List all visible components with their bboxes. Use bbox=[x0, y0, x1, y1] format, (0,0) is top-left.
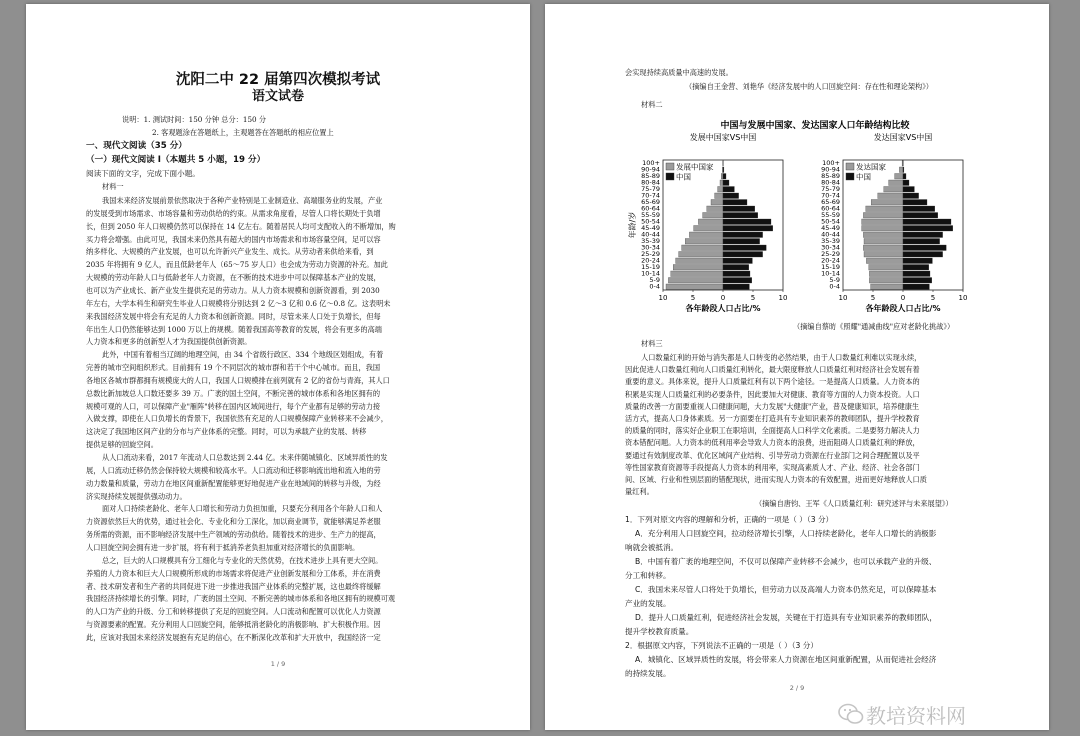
age-tick-label: 45-49 bbox=[821, 223, 840, 232]
body-line: 积累是实现人口质量红利的必要条件，因此要加大对健康、教育等方面的人力资本投资。人口 bbox=[625, 389, 920, 399]
bar-right-0-4 bbox=[903, 284, 929, 290]
x-tick-label: 5 bbox=[930, 294, 936, 302]
section-heading: 一、现代文阅读（35 分） bbox=[86, 141, 187, 151]
body-line: 完善的城市空间组织形式。目前拥有 19 个不同层次的城市群和若干个中心城市。而且，我国 bbox=[86, 363, 381, 373]
exam-title: 沈阳二中 22 届第四次模拟考试 bbox=[175, 72, 381, 88]
material-2-label: 材料二 bbox=[641, 100, 663, 109]
legend-swatch bbox=[846, 163, 854, 170]
bar-left-55-59 bbox=[703, 213, 723, 219]
bar-right-80-84 bbox=[903, 180, 909, 186]
bar-right-10-14 bbox=[723, 271, 750, 277]
q1-option-b-cont: 分工和转移。 bbox=[625, 571, 671, 580]
bar-right-85-89 bbox=[723, 174, 726, 180]
info-line-2: 2. 客观题涂在答题纸上，主观题答在答题纸的相应位置上 bbox=[152, 128, 334, 137]
bar-right-80-84 bbox=[723, 180, 729, 186]
age-tick-label: 0-4 bbox=[829, 282, 840, 291]
bar-right-55-59 bbox=[903, 213, 938, 219]
age-tick-label: 90-94 bbox=[821, 165, 840, 174]
bar-left-80-84 bbox=[889, 180, 903, 186]
bar-right-25-29 bbox=[903, 252, 943, 258]
bar-left-75-79 bbox=[718, 187, 723, 193]
body-line: 量红利。 bbox=[625, 487, 654, 497]
bar-left-70-74 bbox=[715, 193, 723, 199]
body-line: 从人口流动来看，2017 年流动人口总数达到 2.44 亿。未来伴随城镇化、区域异质性的发 bbox=[102, 453, 388, 462]
age-tick-label: 100+ bbox=[822, 158, 840, 167]
bar-right-90-94 bbox=[723, 167, 724, 173]
age-tick-label: 60-64 bbox=[641, 204, 660, 213]
body-line: 等性国家教育资源等手段提高人力资本的利用率，实现高素质人才、产业、经济、社会各部门 bbox=[625, 462, 920, 472]
age-tick-label: 35-39 bbox=[821, 236, 840, 245]
bar-left-35-39 bbox=[864, 239, 903, 245]
age-tick-label: 20-24 bbox=[641, 256, 660, 265]
bar-left-45-49 bbox=[694, 226, 723, 232]
body-line: 面对人口持续老龄化、老年人口增长和劳动力负担加重，只要充分利用各个年龄人口和人 bbox=[102, 504, 383, 514]
legend-label: 发达国家 bbox=[856, 162, 886, 172]
age-tick-label: 15-19 bbox=[641, 262, 660, 271]
x-axis-label: 各年龄段人口占比/% bbox=[685, 304, 761, 313]
body-line: 规模可观的人口，可以保障产业"雁阵"转移在国内区域间进行，每个产业都有足够的劳动力接 bbox=[86, 401, 381, 411]
bar-left-25-29 bbox=[679, 252, 723, 258]
q2-option-a: A．城镇化、区域异质性的发展，将会带来人力资源在地区间重新配置，从而促进社会经济 bbox=[635, 655, 937, 664]
body-line: 此，应该对我国未来经济发展抱有充足的信心，在不断深化改革和扩大开放中，我国经济一定 bbox=[86, 632, 381, 642]
material-1-source: （摘编自王金营、刘艳华《经济发展中的人口回旋空间：存在性和理论架构》） bbox=[685, 82, 933, 91]
bar-left-85-89 bbox=[895, 174, 903, 180]
body-line: 间、区域、行业和性别层面的错配现状，进而实现人力资本的有效配置，进而更好地释放人口质 bbox=[625, 475, 927, 484]
body-line: 的人口为产业的升级、分工和转移提供了充足的回旋空间。人口流动和配置可以优化人力资源 bbox=[86, 607, 381, 617]
bar-left-80-84 bbox=[720, 180, 723, 186]
body-line: 总之，巨大的人口规模具有分工细化与专业化的天然优势，在技术进步上具有更大空间。 bbox=[102, 555, 383, 565]
body-line: 力资源依然巨大的优势，通过社会化、专业化和分工深化，加以商业调节，就能够满足养老服 bbox=[86, 517, 381, 527]
age-tick-label: 65-69 bbox=[641, 197, 660, 206]
watermark-text: 教培资料网 bbox=[866, 704, 966, 728]
bar-left-65-69 bbox=[871, 200, 903, 206]
body-line: 总数比新加坡总人口数还要多 39 万。广袤的国土空间，不断完善的城市体系和各地区拥有的 bbox=[86, 388, 381, 398]
age-tick-label: 55-59 bbox=[821, 210, 840, 219]
question-2: 2．根据原文内容，下列说法不正确的一项是（ ）（3 分） bbox=[625, 641, 818, 650]
x-tick-label: 5 bbox=[690, 294, 696, 302]
bar-right-45-49 bbox=[903, 226, 953, 232]
chart-title: 中国与发展中国家、发达国家人口年龄结构比较 bbox=[720, 121, 910, 131]
bar-left-15-19 bbox=[673, 265, 723, 271]
body-line: 人口回旋空间会拥有进一步扩展，将有利于抵消养老负担加重对经济增长的负面影响。 bbox=[86, 542, 360, 552]
x-tick-label: 10 bbox=[778, 294, 788, 302]
body-line: 资本错配问题。人力资本的低利用率会导致人力资本的浪费，进而阻碍人口质量红利的释放， bbox=[625, 438, 920, 448]
age-tick-label: 40-44 bbox=[641, 230, 660, 239]
bar-right-20-24 bbox=[723, 258, 752, 264]
pyramid-developing-vs-china bbox=[627, 132, 787, 313]
body-line: 此外，中国有着相当辽阔的地理空间，由 34 个省级行政区、334 个地级区划组成，有着 bbox=[102, 350, 384, 360]
age-tick-label: 5-9 bbox=[649, 275, 660, 284]
bar-right-40-44 bbox=[903, 232, 943, 238]
legend-label: 中国 bbox=[856, 172, 871, 182]
age-tick-label: 40-44 bbox=[821, 230, 840, 239]
x-axis-label: 各年龄段人口占比/% bbox=[865, 304, 941, 313]
exam-subtitle: 语文试卷 bbox=[251, 89, 304, 104]
q1-option-a: A．充分利用人口回旋空间，拉动经济增长引擎，人口持续老龄化，老年人口增长的消极影 bbox=[635, 529, 937, 538]
body-line: 务所需的资源，而不影响经济发展中生产领域的劳动供给。随着技术的进步、生产力的提高， bbox=[86, 530, 381, 540]
q1-option-d-cont: 提升学校教育质量。 bbox=[625, 627, 694, 636]
age-tick-label: 25-29 bbox=[641, 249, 660, 258]
age-tick-label: 60-64 bbox=[821, 204, 840, 213]
body-line: 的发展受到市场需求、市场容量和劳动供给的约束。从需求角度看，尽管人口将长期处于负增 bbox=[86, 208, 381, 218]
bar-left-20-24 bbox=[866, 258, 903, 264]
x-tick-label: 5 bbox=[870, 294, 876, 302]
x-tick-label: 10 bbox=[658, 294, 668, 302]
x-tick-label: 10 bbox=[958, 294, 968, 302]
bar-left-25-29 bbox=[864, 252, 903, 258]
body-line: 人口数量红利的开始与消失都是人口转变的必然结果，由于人口数量红利难以实现永续， bbox=[641, 353, 922, 362]
body-line: 纳多样化、大规模的产业发展，也可以允许新兴产业发生、成长。从劳动者来供给来看，到 bbox=[86, 247, 374, 257]
bar-right-20-24 bbox=[903, 258, 932, 264]
age-tick-label: 80-84 bbox=[821, 178, 840, 187]
body-line: 2035 年将拥有 9 亿人，而且低龄老年人（65～75 岁人口）也会成为劳动力资源的补充。加此 bbox=[86, 260, 388, 270]
pyramid-developed-vs-china bbox=[821, 132, 967, 313]
bar-left-75-79 bbox=[884, 187, 903, 193]
body-line: 展，人口流动迁移仍然会保持较大规模和较高水平。人口流动和迁移影响流出地和流入地的劳 bbox=[86, 465, 381, 475]
age-tick-label: 75-79 bbox=[641, 184, 660, 193]
body-line: 活方式，提高人口身体素质。另一方面要在打造具有专业知识素养的教师团队，提升学校教育 bbox=[625, 414, 920, 423]
body-line: 来我国经济发展中将会有充足的人力资本和创新资源。同时，尽管未来人口处于负增长，但每 bbox=[86, 311, 381, 321]
document-page-1 bbox=[26, 4, 530, 730]
bar-right-40-44 bbox=[723, 232, 763, 238]
body-line: 年左右，大学本科生和研究生毕业人口规模将分别达到 2 亿～3 亿和 0.6 亿～0.8 亿。这表明未 bbox=[86, 298, 391, 308]
pyramid-title: 发达国家VS中国 bbox=[873, 133, 933, 142]
body-line: 养殖的人力资本和巨大人口规模所形成的市场需求将促进产业创新发展和分工体系，并在消费 bbox=[86, 568, 381, 578]
legend-swatch bbox=[666, 163, 674, 170]
q1-option-c: C．我国未来尽管人口将处于负增长，但劳动力以及高端人力资本仍然充足，可以保障基本 bbox=[635, 585, 937, 594]
q1-option-a-cont: 响就会被抵消。 bbox=[625, 543, 679, 552]
bar-left-35-39 bbox=[685, 239, 723, 245]
age-tick-label: 5-9 bbox=[829, 275, 840, 284]
bar-right-45-49 bbox=[723, 226, 773, 232]
body-line: 年出生人口仍然能够达到 1000 万以上的规模。随着我国高等教育的发展，将会有更多的高端 bbox=[86, 324, 382, 334]
body-line: 大规模的劳动年龄人口与低龄老年人力资源，在不断的技术进步中可以保障基本产业的发展， bbox=[86, 273, 381, 283]
age-tick-label: 35-39 bbox=[641, 236, 660, 245]
age-tick-label: 70-74 bbox=[821, 191, 840, 200]
body-line: 入做支撑，即使在人口负增长的背景下，我国依然有充足的人口规模保障产业转移来不会减少， bbox=[86, 414, 388, 424]
x-tick-label: 10 bbox=[838, 294, 848, 302]
bar-right-65-69 bbox=[903, 200, 927, 206]
bar-right-90-94 bbox=[903, 167, 904, 173]
body-line: 也可以为产业成长、新产业发生提供充足的劳动力。从人力资本规模和创新资源看，到 2030 bbox=[86, 285, 380, 295]
age-tick-label: 80-84 bbox=[641, 178, 660, 187]
body-line: 买力将会增强。由此可见，我国未来仍然具有超大的国内市场需求和市场容量空间，足可以容 bbox=[86, 234, 381, 244]
material-3-label: 材料三 bbox=[641, 339, 663, 348]
bar-right-60-64 bbox=[723, 206, 755, 212]
legend-label: 发展中国家 bbox=[676, 162, 714, 172]
legend-swatch bbox=[846, 173, 854, 180]
bar-right-70-74 bbox=[903, 193, 919, 199]
q1-option-b: B．中国有着广袤的地理空间，不仅可以保障产业转移不会减少，也可以承载产业的升级、 bbox=[635, 557, 937, 566]
bar-right-5-9 bbox=[723, 278, 752, 284]
material-2-source: （摘编自蔡昉《照耀"通减曲线"应对老龄化挑战》） bbox=[793, 322, 955, 331]
age-tick-label: 75-79 bbox=[821, 184, 840, 193]
bar-left-10-14 bbox=[869, 271, 903, 277]
page-number: 2 / 9 bbox=[789, 684, 805, 692]
bar-right-85-89 bbox=[903, 174, 906, 180]
age-tick-label: 30-34 bbox=[821, 243, 840, 252]
population-pyramid-chart bbox=[625, 116, 1005, 316]
body-line: 因此促进人口数量红利向人口质量红利转化，最大限度释放人口质量红利对经济社会发展有着 bbox=[625, 365, 920, 375]
age-tick-label: 90-94 bbox=[641, 165, 660, 174]
body-line: 动力数量和质量，劳动力在地区间重新配置能够更好地促进产业在地域间的转移与升级，为经 bbox=[86, 478, 381, 488]
wechat-logo-icon bbox=[838, 702, 864, 726]
material-3-source: （摘编自唐钧、王军《人口质量红利：研究述评与未来展望》） bbox=[755, 499, 953, 508]
bar-left-65-69 bbox=[711, 200, 723, 206]
age-tick-label: 10-14 bbox=[641, 269, 660, 278]
bar-right-0-4 bbox=[723, 284, 749, 290]
bar-right-55-59 bbox=[723, 213, 758, 219]
bar-right-65-69 bbox=[723, 200, 747, 206]
age-tick-label: 0-4 bbox=[649, 282, 660, 291]
bar-left-85-89 bbox=[721, 174, 723, 180]
bar-right-50-54 bbox=[903, 219, 951, 225]
bar-left-60-64 bbox=[866, 206, 903, 212]
body-line: 提供足够的回旋空间。 bbox=[86, 440, 158, 450]
body-line: 长，但到 2050 年人口规模仍然可以保持在 14 亿左右。随着居民人均可支配收入的不断增加，购 bbox=[86, 221, 396, 231]
age-tick-label: 45-49 bbox=[641, 223, 660, 232]
age-tick-label: 25-29 bbox=[821, 249, 840, 258]
bar-right-25-29 bbox=[723, 252, 763, 258]
body-line: 我国未来经济发展前景依然取决于各种产业特别是工业制造业、高端服务业的发展，产业 bbox=[102, 196, 383, 205]
age-tick-label: 20-24 bbox=[821, 256, 840, 265]
pyramid-title: 发展中国家VS中国 bbox=[689, 133, 757, 142]
body-line: 这决定了我国地区间产业的分布与产业体系的完整。同时，可以为承载产业的发展、转移 bbox=[86, 427, 367, 437]
body-line: 人力资本和更多的创新型人才为我国提供创新资源。 bbox=[86, 337, 252, 347]
bar-left-55-59 bbox=[863, 213, 903, 219]
body-line: 质量的改善一方面要重视人口健康问题，大力发展"大健康"产业，普及健康知识，培养健康生 bbox=[625, 401, 920, 411]
q2-option-a-cont: 的持续发展。 bbox=[625, 669, 671, 678]
body-line: 济实现持续发展提供强动动力。 bbox=[86, 491, 187, 501]
bar-left-40-44 bbox=[689, 232, 723, 238]
body-line: 要通过有效制度改革、优化区域间产业结构、引导劳动力资源在行业部门之间合理配置以及平 bbox=[625, 450, 920, 460]
age-tick-label: 55-59 bbox=[641, 210, 660, 219]
bar-left-90-94 bbox=[899, 167, 903, 173]
bar-left-45-49 bbox=[862, 226, 903, 232]
age-tick-label: 100+ bbox=[642, 158, 660, 167]
bar-right-70-74 bbox=[723, 193, 739, 199]
age-tick-label: 65-69 bbox=[821, 197, 840, 206]
bar-left-70-74 bbox=[878, 193, 903, 199]
age-tick-label: 85-89 bbox=[641, 171, 660, 180]
y-axis-label: 年龄/岁 bbox=[628, 211, 637, 239]
bar-right-30-34 bbox=[723, 245, 766, 251]
bar-right-15-19 bbox=[903, 265, 929, 271]
age-tick-label: 10-14 bbox=[821, 269, 840, 278]
document-page-2 bbox=[545, 4, 1049, 730]
bar-right-35-39 bbox=[903, 239, 940, 245]
bar-left-60-64 bbox=[707, 206, 723, 212]
continuation-line: 会实现持续高质量中高速的发展。 bbox=[625, 68, 733, 77]
q1-option-d: D．提升人口质量红利，促进经济社会发展，关键在于打造具有专业知识素养的教师团队， bbox=[635, 613, 937, 622]
bar-left-40-44 bbox=[863, 232, 903, 238]
bar-left-15-19 bbox=[869, 265, 903, 271]
bar-left-50-54 bbox=[862, 219, 903, 225]
bar-right-30-34 bbox=[903, 245, 946, 251]
age-tick-label: 15-19 bbox=[821, 262, 840, 271]
instruction: 阅读下面的文字，完成下面小题。 bbox=[86, 169, 200, 178]
subsection-heading: （一）现代文阅读 I（本题共 5 小题，19 分） bbox=[86, 155, 266, 165]
bar-left-50-54 bbox=[698, 219, 723, 225]
x-tick-label: 5 bbox=[750, 294, 756, 302]
bar-left-5-9 bbox=[668, 278, 723, 284]
bar-left-0-4 bbox=[871, 284, 903, 290]
age-tick-label: 30-34 bbox=[641, 243, 660, 252]
bar-right-75-79 bbox=[903, 187, 914, 193]
bar-right-60-64 bbox=[903, 206, 935, 212]
body-line: 者、技术研发者和生产者的共同促进下进一步推进我国产业体系的完整扩展，这也最终将缓解 bbox=[86, 581, 381, 591]
bar-right-50-54 bbox=[723, 219, 771, 225]
age-tick-label: 70-74 bbox=[641, 191, 660, 200]
bar-left-30-34 bbox=[863, 245, 903, 251]
page-number: 1 / 9 bbox=[270, 660, 286, 668]
bar-right-10-14 bbox=[903, 271, 930, 277]
age-tick-label: 50-54 bbox=[641, 217, 660, 226]
bar-right-15-19 bbox=[723, 265, 749, 271]
q1-option-c-cont: 产业的发展。 bbox=[625, 599, 671, 608]
body-line: 重要的意义。具体来说，提升人口质量红利有以下两个途径。一是提高人口质量。人力资本的 bbox=[625, 377, 920, 387]
body-line: 的质量的同时，落实好企业职工在职培训，全面提高人口科学文化素质。二是要努力解决人力 bbox=[625, 426, 920, 436]
x-tick-label: 0 bbox=[720, 294, 726, 302]
age-tick-label: 85-89 bbox=[821, 171, 840, 180]
bar-left-5-9 bbox=[869, 278, 903, 284]
material-1-label: 材料一 bbox=[102, 182, 124, 191]
bar-left-30-34 bbox=[682, 245, 723, 251]
bar-left-20-24 bbox=[676, 258, 723, 264]
question-1: 1．下列对原文内容的理解和分析，正确的一项是（ ）（3 分） bbox=[625, 515, 834, 524]
body-line: 各地区各城市群都拥有规模庞大的人口，我国人口规模排在前列就有 2 亿的省份与青海，其人口 bbox=[86, 375, 390, 385]
bar-left-10-14 bbox=[671, 271, 723, 277]
body-line: 与资源要素的配置。充分利用人口回旋空间，能够抵消老龄化的消极影响、扩大积极作用。因 bbox=[86, 620, 381, 630]
age-tick-label: 50-54 bbox=[821, 217, 840, 226]
legend-label: 中国 bbox=[676, 172, 691, 182]
bar-right-35-39 bbox=[723, 239, 760, 245]
bar-left-0-4 bbox=[666, 284, 723, 290]
info-line-1: 说明：1. 测试时间：150 分钟 总分：150 分 bbox=[122, 115, 267, 124]
bar-right-75-79 bbox=[723, 187, 734, 193]
body-line: 我国经济持续增长的引擎。同时，广袤的国土空间、不断完善的城市体系和各地区拥有的规模可观 bbox=[86, 594, 396, 604]
x-tick-label: 0 bbox=[900, 294, 906, 302]
legend-swatch bbox=[666, 173, 674, 180]
bar-right-5-9 bbox=[903, 278, 932, 284]
